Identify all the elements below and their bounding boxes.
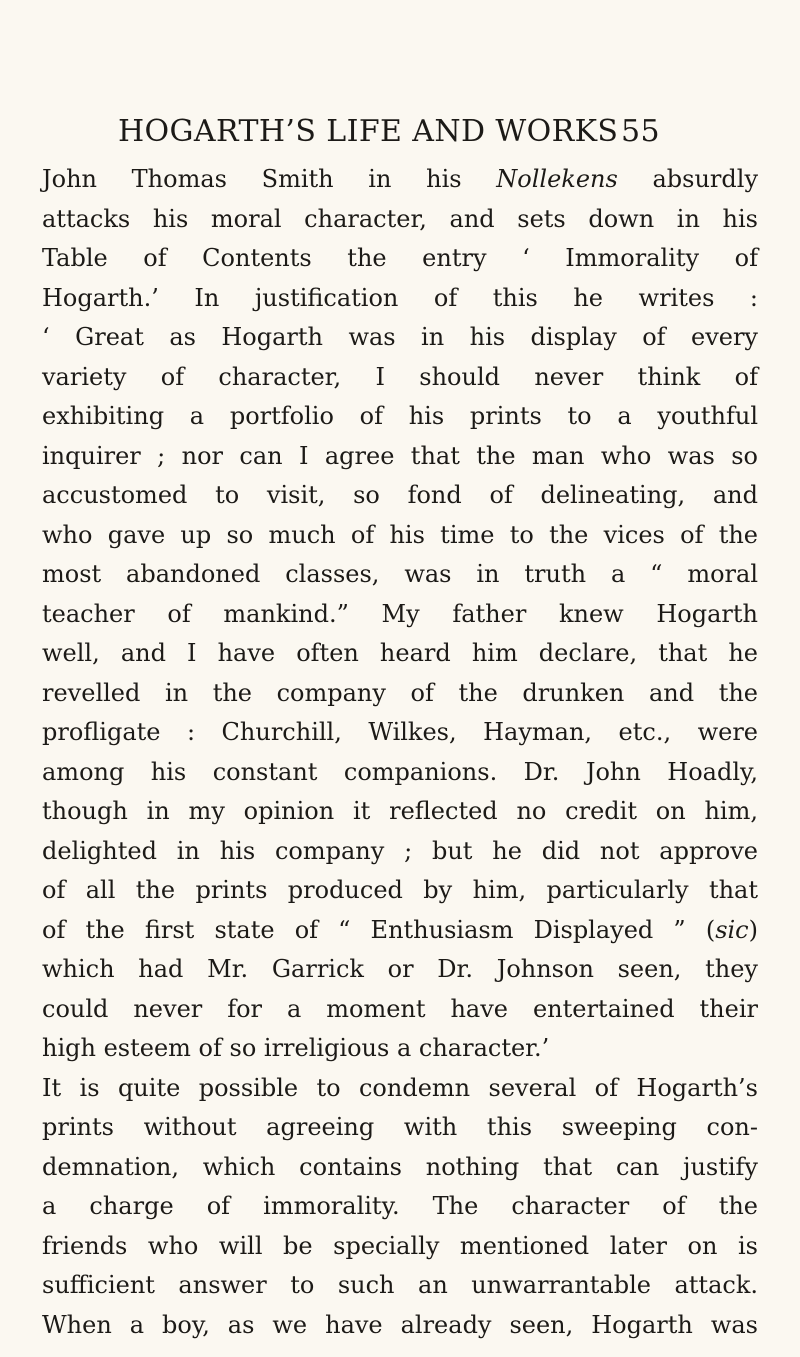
text-line-22: could never for a moment have entertained their	[42, 994, 758, 1023]
text-line-23: high esteem of so irreligious a character.’	[42, 1034, 550, 1062]
text-line-17: though in my opinion it reflected no credit on him,	[42, 797, 758, 825]
text-line-27: a charge of immorality. The character of the	[42, 1192, 758, 1220]
text-line-19: of all the prints produced by him, particularly that	[42, 876, 758, 904]
text-line-14: revelled in the company of the drunken and the	[42, 678, 758, 707]
page-number: 55	[621, 114, 660, 149]
text-line-28: friends who will be specially mentioned later on is	[42, 1231, 758, 1260]
text-line-21: which had Mr. Garrick or Dr. Johnson seen, they	[42, 955, 758, 983]
body-text	[42, 160, 758, 1345]
text-line-13: well, and I have often heard him declare, that he	[42, 639, 758, 667]
text-line-6: variety of character, I should never think of	[42, 362, 758, 391]
text-line-20: of the first state of “ Enthusiasm Displayed ” (sic)	[42, 915, 758, 944]
text-line-9: accustomed to visit, so fond of delineating, and	[42, 481, 758, 509]
italic-title-nollekens: Nollekens	[496, 165, 618, 193]
text-line-5: ‘ Great as Hogarth was in his display of every	[42, 323, 758, 351]
text-line-4: Hogarth.’ In justification of this he writes :	[42, 283, 758, 312]
text-line-7: exhibiting a portfolio of his prints to a youthful	[42, 402, 758, 430]
text-line-24: It is quite possible to condemn several of Hogarth’s	[42, 1073, 758, 1102]
italic-sic: sic	[715, 915, 749, 944]
text-line-15: profligate : Churchill, Wilkes, Hayman, etc., were	[42, 718, 758, 746]
text-line-25: prints without agreeing with this sweeping con-	[42, 1113, 758, 1141]
text-line-12: teacher of mankind.” My father knew Hogarth	[42, 599, 758, 628]
running-head	[118, 112, 660, 152]
running-title: HOGARTH’S LIFE AND WORKS	[118, 114, 619, 149]
text-line-11: most abandoned classes, was in truth a “ moral	[42, 560, 758, 588]
text-line-16: among his constant companions. Dr. John Hoadly,	[42, 757, 758, 786]
text-line-30: When a boy, as we have already seen, Hogarth was	[42, 1310, 758, 1339]
text-line-1: John Thomas Smith in his Nollekens absurdly	[42, 165, 758, 193]
text-line-26: demnation, which contains nothing that can justify	[42, 1152, 758, 1181]
text-line-2: attacks his moral character, and sets down in his	[42, 204, 758, 233]
text-line-3: Table of Contents the entry ‘ Immorality of	[42, 244, 758, 272]
text-line-18: delighted in his company ; but he did not approve	[42, 836, 758, 865]
text-line-10: who gave up so much of his time to the vices of the	[42, 520, 758, 549]
text-line-8: inquirer ; nor can I agree that the man who was so	[42, 441, 758, 470]
text-line-29: sufficient answer to such an unwarrantable attack.	[42, 1271, 758, 1299]
